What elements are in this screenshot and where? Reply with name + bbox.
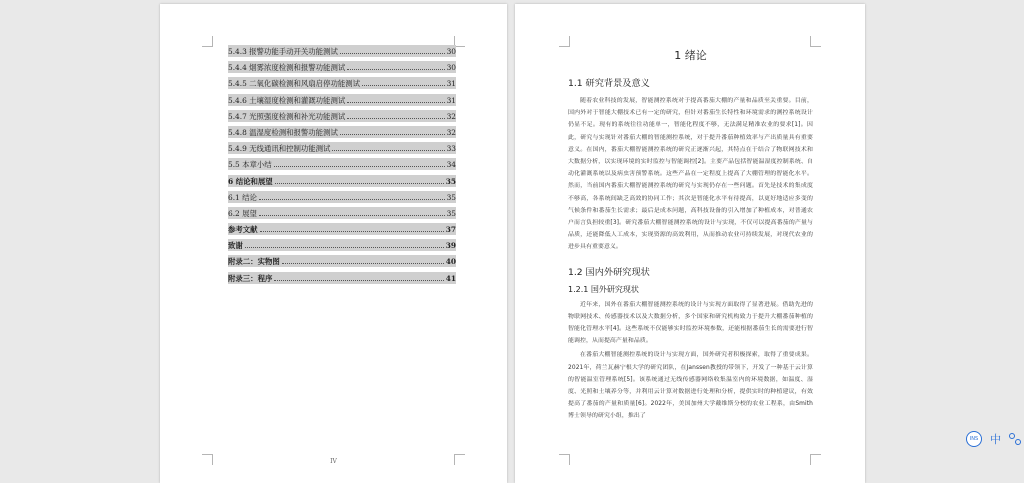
toc-entry-title: 5.4.9 无线通讯和控制功能测试 <box>228 144 331 154</box>
toc-entry-page: 32 <box>446 111 456 121</box>
toc-entry-title: 5.4.3 报警功能手动开关功能测试 <box>228 47 338 56</box>
paragraph: 随着农业科技的发展，智能测控系统对于提高番茄大棚的产量和品质至关重要。目前，国内外对于智能大棚技术已有一定的研究，但针对番茄生长特性和环境需求的测控系统设计仍显不足。现有的系统往往功能单一，智能化程度不够，无法满足精准农业的要求[1]。因此，研究与实现针对番茄大棚的智能测控系统，对于提升番茄种植效率与产出质量具有重要意义。在国内，番茄大棚智能测控系统的研究正逐渐兴起，其特点在于结合了物联网技术和大数据分析，以实现环境的实时监控与智能调控[2]。主要产品包括智能温湿度控制系统、自动化灌溉系统以及病虫害预警系统。这些产品在一定程度上提高了大棚管理的智能化水平。然而，当前国内番茄大棚智能测控系统的研究与实现仍存在一些问题。首先是技术的集成度不够高，各系统间缺乏高效的协同工作；其次是智能化水平有待提高，以更好地适应多变的气候条件和番茄生长需求；最后是成本问题，高科技设备的引入增加了种植成本，对普通农户而言负担较重[3]。研究番茄大棚智能测控系统的设计与实现，不仅可以提高番茄的产量与品质，还能降低人工成本，实现资源的高效利用，从而推动农业可持续发展，对现代农业的进步具有重要意义。 <box>568 98 813 251</box>
more-options-icon[interactable] <box>1009 433 1021 445</box>
margin-corner-mark <box>810 454 821 465</box>
toc-leader-dots <box>259 215 445 216</box>
toc-entry[interactable] <box>228 158 456 170</box>
toc-entry[interactable] <box>228 94 456 106</box>
toc-entry-page: 35 <box>446 192 456 202</box>
toc-entry-title: 附录三：程序 <box>228 273 273 283</box>
toc-entry-page: 35 <box>445 176 456 186</box>
toc-entry[interactable] <box>228 191 456 203</box>
toc-entry[interactable] <box>228 175 456 187</box>
language-toggle[interactable]: 中 <box>990 433 1001 446</box>
margin-corner-mark <box>559 454 570 465</box>
section-heading: 1.1 研究背景及意义 <box>568 78 650 89</box>
subsection-heading: 1.2.1 国外研究现状 <box>568 284 639 294</box>
toc-entry[interactable] <box>228 239 456 251</box>
toc-entry-page: 41 <box>445 273 456 283</box>
toc-leader-dots <box>362 85 445 86</box>
page-content <box>568 47 813 425</box>
toc-entry-title: 5.4.7 光照强度检测和补光功能测试 <box>228 111 346 121</box>
toc-entry[interactable] <box>228 207 456 219</box>
toc-entry[interactable] <box>228 272 456 284</box>
margin-corner-mark <box>810 36 821 47</box>
input-method-icon[interactable]: INS <box>966 431 982 447</box>
toc-entry-title: 6.2 展望 <box>228 208 257 218</box>
toc-leader-dots <box>332 150 444 151</box>
toc-entry[interactable] <box>228 110 456 122</box>
toc-leader-dots <box>245 247 444 248</box>
toc-entry-page: 39 <box>445 241 456 251</box>
margin-corner-mark <box>202 36 213 47</box>
toc-entry-title: 5.5 本章小结 <box>228 160 272 170</box>
toc-entry-title: 参考文献 <box>228 225 258 235</box>
toc-entry-page: 31 <box>446 95 456 105</box>
toc-entry-title: 5.4.6 土壤湿度检测和灌溉功能测试 <box>228 95 346 105</box>
toc-entry-title: 附录二：实物图 <box>228 257 280 267</box>
toc-entry-title: 致谢 <box>228 241 243 251</box>
toc-entry-page: 40 <box>445 257 456 267</box>
toc-entry[interactable] <box>228 142 456 154</box>
document-page-body <box>515 4 865 483</box>
toc-entry-page: 32 <box>446 127 456 137</box>
toc-leader-dots <box>274 166 445 167</box>
toc-entry[interactable] <box>228 61 456 73</box>
toc-leader-dots <box>340 53 445 54</box>
toc-leader-dots <box>347 69 444 70</box>
chapter-title: 1 绪论 <box>674 49 707 62</box>
toc-entry[interactable] <box>228 223 456 235</box>
toc-entry-title: 6.1 结论 <box>228 192 257 202</box>
toc-entry[interactable] <box>228 77 456 89</box>
toc-entry-page: 35 <box>446 208 456 218</box>
toc-entry-page: 33 <box>446 144 456 154</box>
toc-leader-dots <box>340 134 445 135</box>
toc-entry-page: 31 <box>446 79 456 89</box>
toc-entry-page: 30 <box>446 47 456 56</box>
toc-leader-dots <box>259 199 445 200</box>
table-of-contents <box>228 45 456 288</box>
document-page-toc <box>160 4 507 483</box>
toc-leader-dots <box>347 102 444 103</box>
toc-entry-title: 6 结论和展望 <box>228 176 273 186</box>
toc-leader-dots <box>275 183 444 184</box>
floating-toolbar <box>966 431 1021 447</box>
paragraph: 在番茄大棚智能测控系统的设计与实现方面，国外研究者积极探索，取得了重要成果。2021年，荷兰瓦赫宁根大学的研究团队，在Janssen教授的带领下，开发了一种基于云计算的智能温室管理系统[5]。该系统通过无线传感器网络收集温室内的环境数据，如温度、湿度、光照和土壤养分等，并利用云计算对数据进行处理和分析，提供实时的种植建议，有效提高了番茄的产量和质量[6]。2022年，美国加州大学戴维斯分校的农业工程系，由Smith博士领导的研究小组，推出了 <box>568 352 813 420</box>
toc-entry-page: 37 <box>445 225 456 235</box>
toc-entry[interactable] <box>228 45 456 57</box>
page-number: IV <box>330 458 337 465</box>
toc-entry-title: 5.4.8 温湿度检测和报警功能测试 <box>228 127 338 137</box>
toc-entry[interactable] <box>228 255 456 267</box>
toc-leader-dots <box>274 280 443 281</box>
margin-corner-mark <box>559 36 570 47</box>
toc-leader-dots <box>282 263 444 264</box>
toc-entry-title: 5.4.4 烟雾浓度检测和报警功能测试 <box>228 63 346 73</box>
paragraph: 近年来，国外在番茄大棚智能测控系统的设计与实现方面取得了显著进展。借助先进的物联网技术、传感器技术以及大数据分析，多个国家和研究机构致力于提升大棚番茄种植的智能化管理水平[4]。这些系统不仅能够实时监控环境参数，还能根据番茄生长的需要进行智能调控，从而提高产量和品质。 <box>568 301 813 345</box>
toc-entry[interactable] <box>228 126 456 138</box>
section-heading: 1.2 国内外研究现状 <box>568 266 650 278</box>
toc-entry-page: 30 <box>446 63 456 73</box>
toc-entry-page: 34 <box>446 160 456 170</box>
toc-entry-title: 5.4.5 二氧化碳检测和风扇启停功能测试 <box>228 79 361 89</box>
toc-leader-dots <box>260 231 444 232</box>
toc-leader-dots <box>347 118 444 119</box>
